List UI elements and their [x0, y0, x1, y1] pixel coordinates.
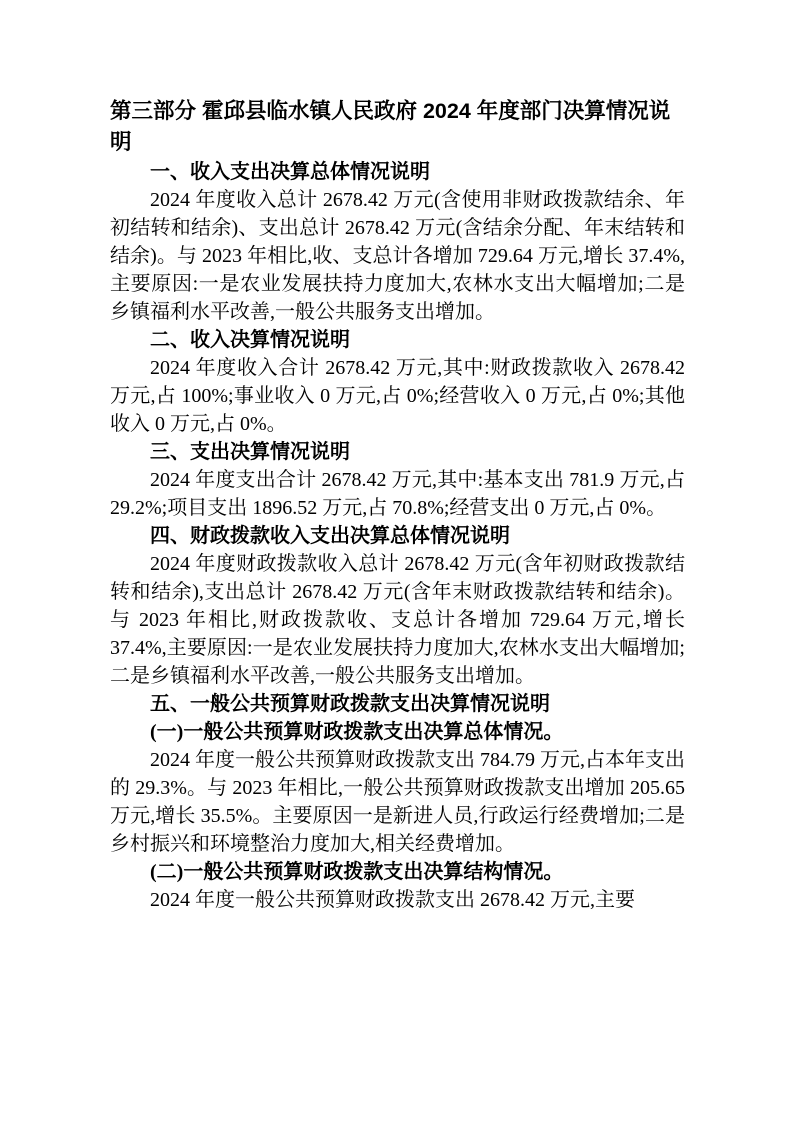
body-paragraph: 2024 年度财政拨款收入总计 2678.42 万元(含年初财政拨款结转和结余),支出总计 2678.42 万元(含年末财政拨款结转和结余)。与 2023 年相比,财政拨款收、支总计各增加 729.64 万元,增长 37.4%,主要原因:一是农业发展扶持力度加大,农林水支出大幅增加;二是乡镇福利水平改善,一般公共服务支出增加。 — [110, 553, 685, 687]
body-paragraph: 2024 年度收入总计 2678.42 万元(含使用非财政拨款结余、年初结转和结余)、支出总计 2678.42 万元(含结余分配、年末结转和结余)。与 2023 年相比,收、支总计各增加 729.64 万元,增长 37.4%,主要原因:一是农业发展扶持力度加大,农林水支出大幅增加;二是乡镇福利水平改善,一般公共服务支出增加。 — [110, 189, 685, 323]
sub-section-heading: (一)一般公共预算财政拨款支出决算总体情况。 — [150, 721, 564, 743]
document-body — [110, 158, 685, 914]
section-heading: 一、收入支出决算总体情况说明 — [150, 161, 430, 183]
body-paragraph: 2024 年度一般公共预算财政拨款支出 784.79 万元,占本年支出的 29.3%。与 2023 年相比,一般公共预算财政拨款支出增加 205.65 万元,增长 35.5%。主要原因一是新进人员,行政运行经费增加;二是乡村振兴和环境整治力度加大,相关经费增加。 — [110, 749, 685, 855]
section-heading: 三、支出决算情况说明 — [150, 441, 350, 463]
section-heading: 四、财政拨款收入支出决算总体情况说明 — [150, 525, 510, 547]
section-heading: 五、一般公共预算财政拨款支出决算情况说明 — [150, 693, 550, 715]
body-paragraph: 2024 年度一般公共预算财政拨款支出 2678.42 万元,主要 — [150, 889, 635, 911]
sub-section-heading: (二)一般公共预算财政拨款支出决算结构情况。 — [150, 861, 564, 883]
body-paragraph: 2024 年度收入合计 2678.42 万元,其中:财政拨款收入 2678.42 万元,占 100%;事业收入 0 万元,占 0%;经营收入 0 万元,占 0%;其他收入 0 万元,占 0%。 — [110, 357, 685, 435]
body-paragraph: 2024 年度支出合计 2678.42 万元,其中:基本支出 781.9 万元,占 29.2%;项目支出 1896.52 万元,占 70.8%;经营支出 0 万元,占 0%。 — [110, 469, 685, 519]
document-title: 第三部分 霍邱县临水镇人民政府 2024 年度部门决算情况说明 — [110, 99, 671, 154]
section-heading: 二、收入决算情况说明 — [150, 329, 350, 351]
